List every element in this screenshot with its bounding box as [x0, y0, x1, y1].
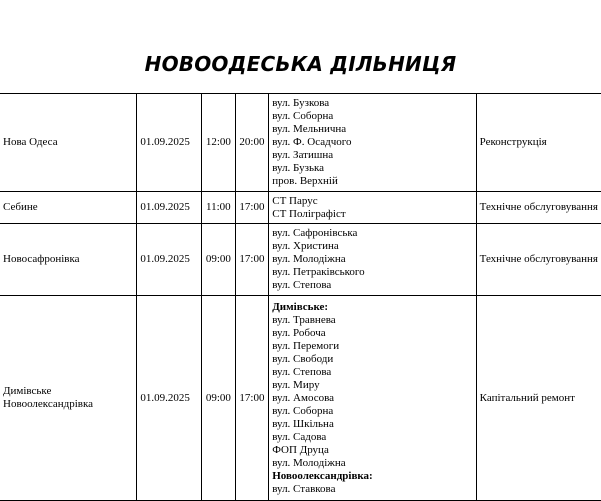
- end-time-cell: 17:00: [235, 296, 269, 501]
- street-item: СТ Парус: [272, 194, 318, 207]
- street-item: вул. Бузкова: [272, 97, 330, 109]
- date-cell: 01.09.2025: [137, 296, 202, 501]
- street-item: вул. Амосова: [272, 391, 335, 404]
- settlement-name: Димівське: [3, 385, 52, 397]
- settlement-name: Новоолександрівка: [3, 398, 94, 410]
- street-item: вул. Мельнична: [272, 123, 347, 135]
- locality-heading: Новоолександрівка:: [272, 469, 373, 482]
- street-item: вул. Ставкова: [272, 482, 336, 495]
- street-item: вул. Молодіжна: [272, 456, 346, 469]
- streets-cell: [269, 192, 476, 224]
- street-item: вул. Христина: [272, 240, 339, 252]
- start-time-cell: 12:00: [202, 94, 236, 192]
- streets-cell: [269, 94, 476, 192]
- street-item: вул. Садова: [272, 430, 327, 443]
- end-time-cell: 17:00: [235, 224, 269, 296]
- end-time-cell: 17:00: [235, 192, 269, 224]
- end-time-cell: 20:00: [235, 94, 269, 192]
- table-row: [0, 224, 601, 296]
- table-row: [0, 192, 601, 224]
- street-item: вул. Травнева: [272, 313, 336, 326]
- date-cell: 01.09.2025: [137, 94, 202, 192]
- street-item: вул. Бузька: [272, 162, 325, 174]
- settlement-cell: [0, 296, 137, 501]
- locality-heading: Димівське:: [272, 300, 329, 313]
- street-item: СТ Поліграфіст: [272, 207, 346, 220]
- street-item: вул. Шкільна: [272, 417, 334, 430]
- street-item: вул. Затишна: [272, 149, 334, 161]
- street-item: ФОП Друца: [272, 443, 329, 456]
- street-item: вул. Миру: [272, 378, 320, 391]
- work-type-cell: Капітальний ремонт: [476, 296, 601, 501]
- date-cell: 01.09.2025: [137, 192, 202, 224]
- street-item: вул. Робоча: [272, 326, 326, 339]
- street-item: вул. Ф. Осадчого: [272, 136, 352, 148]
- street-item: вул. Свободи: [272, 352, 334, 365]
- settlement-cell: Себине: [0, 192, 137, 224]
- street-item: вул. Петраківського: [272, 266, 365, 278]
- table-row: [0, 94, 601, 192]
- street-item: вул. Соборна: [272, 110, 334, 122]
- street-item: вул. Перемоги: [272, 339, 340, 352]
- outage-schedule-table: [0, 93, 601, 501]
- table-row: [0, 296, 601, 501]
- street-item: вул. Степова: [272, 365, 332, 378]
- start-time-cell: 09:00: [202, 224, 236, 296]
- start-time-cell: 11:00: [202, 192, 236, 224]
- settlement-cell: Нова Одеса: [0, 94, 137, 192]
- work-type-cell: Реконструкція: [476, 94, 601, 192]
- street-item: вул. Степова: [272, 279, 332, 291]
- streets-cell: [269, 296, 476, 501]
- start-time-cell: 09:00: [202, 296, 236, 501]
- work-type-cell: Технічне обслуговування: [476, 224, 601, 296]
- work-type-cell: Технічне обслуговування: [476, 192, 601, 224]
- street-item: вул. Соборна: [272, 404, 334, 417]
- page-title: НОВООДЕСЬКА ДІЛЬНИЦЯ: [144, 52, 457, 76]
- date-cell: 01.09.2025: [137, 224, 202, 296]
- street-item: вул. Молодіжна: [272, 253, 346, 265]
- street-item: вул. Сафронівська: [272, 227, 358, 239]
- streets-cell: [269, 224, 476, 296]
- settlement-cell: Новосафронівка: [0, 224, 137, 296]
- street-item: пров. Верхній: [272, 175, 338, 187]
